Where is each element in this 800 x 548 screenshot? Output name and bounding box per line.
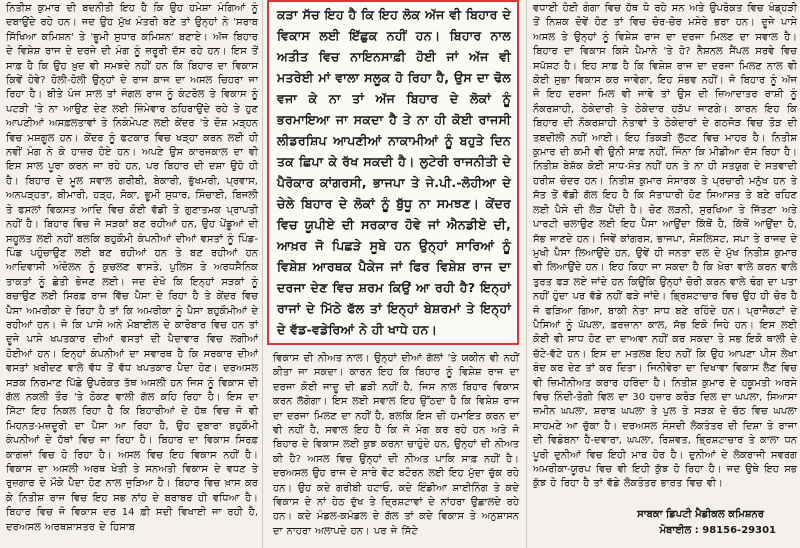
left-column (0, 0, 263, 548)
right-column (526, 0, 800, 548)
right-column-text: ਵਧਾਈ ਹੋਈ ਗੰਗਾ ਵਿਚ ਹੱਥ ਧੋ ਰਹੇ ਸਨ ਅਤੇ ਉਪਰੋਕਤ ਵਿਚ ਖੰਡ੍ਹੜੀ ਤੋਂ ਨਿਸ਼ਕ ਦੋਵੇਂ ਹੋਣ ਤਾਂ ਵਿਚ ਚੋਰ-ਚੋਰ ਮਸੇਰੇ ਭਰਾ ਹਨ। ਦੂਜੇ ਪਾਸੇ ਅਸਲ ਤੇ ਉਨ੍ਹਾਂ ਨੂੰ ਵਿਸ਼ੇਸ਼ ਰਾਜ ਦਾ ਦਰਜਾ ਮਿਲਣ ਦਾ ਸਵਾਲ ਹੈ। ਬਿਹਾਰ ਦਾ ਵਿਕਾਸ ਕਿਸੇ ਪੈਮਾਨੇ 'ਤੇ ਹੋ? ਨੈਸ਼ਨਲ ਸੈਂਪਲ ਸਰਵੇ ਵਿਚ ਸਪੱਸ਼ਟ ਹੈ। ਇਹ ਸਾਫ਼ ਹੈ ਕਿ ਵਿਸ਼ੇਸ਼ ਰਾਜ ਦਾ ਦਰਜਾ ਮਿਲਣ ਨਾਲ ਵੀ ਕੋਈ ਸੁਭਾ ਵਿਕਾਸ ਕਰ ਜਾਵੇਗਾ, ਇਹ ਸੰਭਵ ਨਹੀਂ। ਜੋ ਬਿਹਾਰ ਨੂੰ ਅੱਜ ਜੋ ਇਹ ਦਰਜਾ ਮਿਲ ਵੀ ਜਾਵੇ ਤਾਂ ਉਸ ਦੀ ਜ਼ਿਆਦਾਤਰ ਰਾਸ਼ੀ ਨੂੰ ਨੌਕਰਸ਼ਾਹੀ, ਠੇਕੇਦਾਰੀ ਤੇ ਠੇਕੇਦਾਰ ਹੜੱਪ ਜਾਣਗੇ। ਕਾਰਨ ਇਹ ਕਿ ਬਿਹਾਰ ਦੀ ਨੌਕਰਸ਼ਾਹੀ ਨੇਤਾਵਾਂ ਤੇ ਠੇਕੇਦਾਰਾਂ ਦੇ ਗਠਜੋੜ ਵਿਚ ਤੋੜ ਦੀ ਤਬਦੀਲੀ ਨਹੀਂ ਆਈ। ਇਹ ਤਿਕੜੀ ਲੁੱਟਣ ਵਿਚ ਮਾਹਰ ਹੈ। ਨਿਤੀਸ਼ ਕੁਮਾਰ ਦੀ ਕਮੀ ਵੀ ਉਨੀ ਸਾਫ਼ ਨਹੀਂ, ਜਿੰਨਾ ਕਿ ਮੀਡੀਆ ਦੱਸ ਰਿਹਾ ਹੈ। ਨਿਤੀਸ਼ ਬੇਸ਼ੱਕ ਕੋਈ ਸਾਧ-ਸੰਤ ਨਹੀਂ ਹਨ ਤੇ ਨਾ ਹੀ ਸਤਯੁਗ ਦੇ ਸਤਵਾਦੀ ਹਰੀਸ਼ ਚੰਦਰ ਹਨ। ਨਿਤੀਸ਼ ਕੁਮਾਰ ਸੰਸਾਰਕ ਤੇ ਪ੍ਰਚਾਰੀ ਮਨੁੱਖ ਹਨ ਤੇ ਸੱਤ ਤੋਂ ਵੱਡੀ ਗੱਲ ਇਹ ਹੈ ਕਿ ਸੱਤਾਧਾਰੀ ਹੋਣ ਸਿਆਸਤ ਤੇ ਬਣੇ ਰਹਿਣ ਲਈ ਪੈਸੇ ਦੀ ਲੋੜ ਪੈਂਦੀ ਹੈ। ਚੋਣ ਲੜਨੀ, ਸੁਰਖਿਆ ਤੇ ਜਿੱਤਣਾ ਅਤੇ ਪਾਰਟੀ ਚਲਾਉਣ ਲਈ ਇਹ ਪੈਸਾ ਆਉਂਦਾ ਕਿੱਥੋਂ ਹੈ, ਕਿੱਥੋਂ ਆਉਂਦਾ ਹੈ, ਸੱਭ ਜਾਣਦੇ ਹਨ। ਜਿਵੇਂ ਕਾਂਗਰਸ, ਭਾਜਪਾ, ਸੋਸ਼ਲਿਸਟ, ਸਪਾ ਤੇ ਰਾਜਦ ਦੇ ਮੁਖੀ ਪੈਸਾ ਲਿਆਉਂਦੇ ਹਨ, ਉਵੇਂ ਹੀ ਜਨਤਾ ਦਲ ਦੇ ਮੁੱਖ ਨਿਤੀਸ਼ ਕੁਮਾਰ ਵੀ ਲਿਆਉਂਦੇ ਹਨ। ਇਹ ਕਿਹਾ ਜਾ ਸਕਦਾ ਹੈ ਕਿ ਖ਼ੇਰਾ ਵਾਲੇ ਕਰਨ ਵਾਲੇ ਤੁਰਤ ਫੜ ਲਏ ਜਾਂਦੇ ਹਨ ਕਿਉਂਕਿ ਉਨ੍ਹਾਂ ਚੋਰੀ ਕਰਨ ਵਾਲੇ ਢੰਗ ਦਾ ਪਤਾ ਨਹੀਂ ਹੁੰਦਾ ਪਰ ਵੱਡੇ ਨਹੀਂ ਫੜੇ ਜਾਂਦੇ। ਭ੍ਰਿਸ਼ਟਾਚਾਰ ਵਿਚ ਉਹ ਹੀ ਚੋਰ ਹੈ ਜੋ ਫੜਿਆ ਗਿਆ, ਬਾਕੀ ਨੇਤਾ ਸਾਧ ਬਣੇ ਰਹਿੰਦੇ ਹਨ। ਪ੍ਰਾਜੈਕਟਾਂ ਦੇ ਪੈਸਿਆਂ ਨੂੰ ਘੱਪਲਾ, ਫ਼ਰਜ਼ਾਨਾ ਕਾਲ, ਸੱਭ ਇਕੋ ਜਿਹੇ ਹਨ। ਇਸ ਲਈ ਕੋਈ ਵੀ ਸਾਧ ਹੋਣ ਦਾ ਦਾਅਵਾ ਨਹੀਂ ਕਰ ਸਕਦਾ ਤੇ ਸਭ ਇਕੋ ਥਾਲੀ ਦੇ ਚੱਟੇ-ਵੱਟੇ ਹਨ। ਇਸ ਦਾ ਮਤਲਬ ਇਹ ਨਹੀਂ ਕਿ ਉਹ ਆਪਣਾ ਪੀਸ ਲੇਖਾ ਬੰਦ ਕਰ ਦੇਣ ਤਾਂ ਕਰ ਦਿਤਾ। ਜਿਨੀਵੇਰਾ ਦਾ ਦਿਖਾਵਾ ਵਿਕਾਸ ਲੈਣ ਵਿਚ ਵੀ ਜ਼ਿਮੀਨੀਅਤ ਕਰਾਰ ਹਰਿੰਦਾ ਹੈ। ਨਿਤੀਸ਼ ਕੁਮਾਰ ਦੇ ਹਕੂਮਤੀ ਅਰਸੇ ਵਿਚ ਨਿੰਦੀ-ਤੋਗੀ ਵਿਲ ਦਾ 30 ਹਜ਼ਾਰ ਕਰੋੜ ਦਿਲ ਦਾ ਘਪਲਾ, ਸਿਆਸਾ ਜ਼ਮੀਨ ਘਪਲਾ, ਸ਼ਰਾਬ ਘਪਲਾ ਤੇ ਪੁਲ ਤੇ ਸੜਕ ਦੇ ਚੱਠ ਵਿਚ ਘਪਲਾ ਸਾਹਮਣੇ ਆ ਚੁੱਕਾ ਹੈ। ਦਰਅਸਲ ਸੰਸਦੀ ਲੋਕਤੰਤਰ ਦੀ ਦਿਸ਼ਾ ਤੇ ਰਾਜਾ ਦੀ ਵਿਡੰਬਨਾ ਹੈ-ਦਵਾਰਾ, ਘਪਲਾ, ਰਿਸ਼ਵਤ, ਭ੍ਰਿਸ਼ਟਾਚਾਰ ਤੇ ਕਾਲਾ ਧਨ ਪੂਰੀ ਦੁਨੀਆਂ ਵਿਚ ਇਹੀ ਮਾਰ ਹੋਰ ਹੈ। ਦੁਨੀਆਂ ਦੇ ਲੋਕਰਾਜੀ ਸਵਰਗ ਅਮਰੀਕਾ-ਯੂਰਪ ਵਿਚ ਵੀ ਇਹੀ ਕੁੱਝ ਹੋ ਰਿਹਾ ਹੈ। ਜਦ ਉਥੇ ਇਹ ਸਭ ਕੁੱਝ ਹੋ ਰਿਹਾ ਹੈ ਤਾਂ ਵੱਡੇ ਲੋਕਤੰਤਰ ਭਾਰਤ ਵਿਚ ਵੀ। (533, 3, 797, 490)
pull-quote-text: ਕੜਾ ਸੱਚ ਇਹ ਹੈ ਕਿ ਇਹ ਲੋਕ ਅੱਜ ਵੀ ਬਿਹਾਰ ਦੇ ਵਿਕਾਸ ਲਈ ਇੱਛੁਕ ਨਹੀਂ ਹਨ। ਬਿਹਾਰ ਨਾਲ ਅਤੀਤ ਵਿਚ ਨਾਇਨਸਾਫ਼ੀ ਹੋਈ ਜਾਂ ਅੱਜ ਵੀ ਮਤਰੇਈ ਮਾਂ ਵਾਲਾ ਸਲੂਕ ਹੋ ਰਿਹਾ ਹੈ, ਉਸ ਦਾ ਢੋਲ ਵਜਾ ਕੇ ਨਾ ਤਾਂ ਅੱਜ ਬਿਹਾਰ ਦੇ ਲੋਕਾਂ ਨੂੰ ਭਰਮਾਇਆ ਜਾ ਸਕਦਾ ਹੈ ਤੇ ਨਾ ਹੀ ਕੋਈ ਰਾਜਸੀ ਲੀਡਰਸ਼ਿਪ ਆਪਣੀਆਂ ਨਾਕਾਮੀਆਂ ਨੂੰ ਬਹੁਤੇ ਦਿਨ ਤਕ ਛਿਪਾ ਕੇ ਰੱਖ ਸਕਦੀ ਹੈ। ਲੁਟੇਰੀ ਰਾਜਨੀਤੀ ਦੇ ਪੈਰੋਕਾਰ ਕਾਂਗਰਸੀ, ਭਾਜਪਾ ਤੇ ਜੇ.ਪੀ.-ਲੋਹੀਆ ਦੇ ਚੇਲੇ ਬਿਹਾਰ ਦੇ ਲੋਕਾਂ ਨੂੰ ਬੁੱਧੂ ਨਾ ਸਮਝਣ। ਕੇਂਦਰ ਵਿਚ ਯੂਪੀਏ ਦੀ ਸਰਕਾਰ ਹੋਵੇ ਜਾਂ ਐਨਡੀਏ ਦੀ, ਆਖ਼ਰ ਜੋ ਪਿਛੜੇ ਸੂਬੇ ਹਨ ਉਨ੍ਹਾਂ ਸਾਰਿਆਂ ਨੂੰ ਵਿਸ਼ੇਸ਼ ਆਰਥਕ ਪੈਕੇਜ ਜਾਂ ਫਿਰ ਵਿਸ਼ੇਸ਼ ਰਾਜ ਦਾ ਦਰਜਾ ਦੇਣ ਵਿਚ ਸ਼ਰਮ ਕਿਉਂ ਆ ਰਹੀ ਹੈ? ਇਨ੍ਹਾਂ ਰਾਜਾਂ ਦੇ ਮਿੱਠੇ ਫੱਲ ਤਾਂ ਇਨ੍ਹਾਂ ਬੇਸ਼ਰਮਾਂ ਤੇ ਇਨ੍ਹਾਂ ਦੇ ਵੱਡ-ਵਡੇਰਿਆਂ ਨੇ ਹੀ ਖਾਧੇ ਹਨ। (277, 7, 511, 337)
author-phone: ਮੋਬਾਈਲ : 98156-29301 (659, 525, 776, 536)
right-column-body (527, 0, 800, 500)
pull-quote-box (267, 0, 519, 345)
author-designation: ਸਾਬਕਾ ਡਿਪਟੀ ਮੈਡੀਕਲ ਕਮਿਸ਼ਨਰ (637, 509, 764, 520)
left-column-text: ਨਿਤੀਸ਼ ਕੁਮਾਰ ਦੀ ਬਦਨੀਤੀ ਇਹ ਹੈ ਕਿ ਉਹ ਹਮੇਸ਼ਾ ਮੰਗਿਆਂ ਨੂੰ ਦਬਾਉਂਦੇ ਰਹੇ ਹਨ। ਜਦ ਉਹ ਮੁੱਖ ਮੰਤਰੀ ਬਣੇ ਤਾਂ ਉਨ੍ਹਾਂ ਨੇ 'ਸਰਾਬ ਸਿੱਖਿਆ ਕਮਿਸ਼ਨ' ਤੇ 'ਭੂਮੀ ਸੁਧਾਰ ਕਮਿਸ਼ਨ' ਬਣਾਏ। ਅੱਜ ਬਿਹਾਰ ਦੇ ਵਿਸ਼ੇਸ਼ ਰਾਜ ਦੇ ਦਰਜੇ ਦੀ ਮੰਗ ਨੂੰ ਜ਼ਰੂਰੀ ਦੱਸ ਰਹੇ ਹਨ। ਇਸ ਤੋਂ ਸਾਫ਼ ਹੈ ਕਿ ਉਹ ਖ਼ੁਦ ਵੀ ਸਮਝਦੇ ਨਹੀਂ ਹਨ ਕਿ ਬਿਹਾਰ ਦਾ ਵਿਕਾਸ ਕਿਵੇਂ ਹੋਵੇ? ਹੋਲੀ-ਹੋਲੀ ਉਨ੍ਹਾਂ ਦੇ ਰਾਜ ਕਾਜ ਦਾ ਅਸਲ ਚਿਹਰਾ ਜਾ ਰਿਹਾ ਹੈ। ਬੀਤੇ ਪੰਜ ਸਾਲ ਤਾਂ ਜੰਗਲ ਰਾਜ ਨੂੰ ਕੰਟਰੋਲ ਤੇ ਵਿਕਾਸ ਨੂੰ ਪਟੜੀ 'ਤੇ ਨਾ ਆਉਣ ਦੇਣ ਲਈ ਜ਼ਿੰਮੇਵਾਰ ਠਹਿਰਾਉਂਦੇ ਰਹੇ ਤੇ ਹੁਣ ਆਪਣੀਆਂ ਅਸਫ਼ਲਤਾਵਾਂ ਤੇ ਨਿਕੰਮੇਪਣ ਲਈ ਕੇਂਦਰ 'ਤੇ ਦੋਸ਼ ਮੜ੍ਹਨ ਵਿਚ ਮਸ਼ਗੂਲ ਹਨ। ਕੇਂਦਰ ਨੂੰ ਫਟਕਾਰ ਵਿਚ ਖੜ੍ਹਾ ਕਰਨ ਲਈ ਹੀ ਨਵੀਂ ਮੰਗ ਨੇ ਕੇ ਹਾਜ਼ਰ ਹੋਏ ਹਨ। ਅਪਣੇ ਉਸ ਕਾਰਜਕਾਲ ਦਾ ਵੀ ਇਸ ਸਾਲ ਪੂਰਾ ਕਰਨ ਜਾ ਰਹੇ ਹਨ, ਪਰ ਬਿਹਾਰ ਦੀ ਦਸ਼ਾ ਉਹੋ ਹੀ ਹੈ। ਬਿਹਾਰ ਦੇ ਮੂਲ ਸਵਾਲ ਗਰੀਬੀ, ਬੇਕਾਰੀ, ਭੁੱਖਮਰੀ, ਪ੍ਰਵਾਸ, ਅਨਪੜ੍ਹਤਾ, ਬੀਮਾਰੀ, ਹੜ੍ਹ, ਸੋਕਾ, ਭੂਮੀ ਸੁਧਾਰ, ਸਿੰਚਾਈ, ਬਿਜਲੀ ਤੇ ਫਸਲਾਂ ਵਿਕਸਤ ਆਦਿ ਵਿਚ ਕੋਈ ਵੱਡੀ ਤੇ ਗੁਣਾਤਮਕ ਪ੍ਰਾਪਤੀ ਨਹੀਂ ਹੈ। ਬਿਹਾਰ ਵਿਚ ਜੋ ਸੜਕਾਂ ਬਣ ਰਹੀਆਂ ਹਨ, ਉਹ ਪੇਂਡੂਆਂ ਦੀ ਸਹੂਲਤ ਲਈ ਨਹੀਂ ਬਲਕਿ ਬਹੁਕੌਮੀ ਕੰਪਨੀਆਂ ਦੀਆਂ ਵਸਤਾਂ ਨੂੰ ਪਿੰਡ-ਪਿੰਡ ਪਹੁੰਚਾਉਣ ਲਈ ਬਣ ਰਹੀਆਂ ਹਨ ਤੇ ਬਣ ਰਹੀਆਂ ਹਨ ਆਦਿਵਾਸੀ ਅੰਦੋਲਨ ਨੂੰ ਕੁਚਲਣ ਵਾਸਤੇ, ਪੁਲਿਸ ਤੇ ਅਰਧਸੈਨਿਕ ਤਾਕਤਾਂ ਨੂੰ ਛੇਤੀ ਭੇਜਣ ਲਈ। ਜਦ ਦੇਖੋ ਕਿ ਇਨ੍ਹਾਂ ਸੜਕਾਂ ਨੂੰ ਬਚਾਉਣ ਲਈ ਸਿਰਫ਼ ਰਾਜ ਵਿੱਚ ਪੈਸਾ ਦੇ ਰਿਹਾ ਹੈ ਤੇ ਕੇਂਦਰ ਵਿਚ ਪੈਸਾ ਅਮਰੀਕਾ ਦੇ ਰਿਹਾ ਹੈ ਤਾਂ ਕਿ ਅਮਰੀਕਾ ਨੂੰ ਪੈਸਾ ਬਹੁਕੌਮੀਆਂ ਦੇ ਰਹੀਆਂ ਹਨ। ਜੋ ਕਿ ਪਾਸੇ ਅਨੇ ਮੋਬਾਈਲ ਦੇ ਕਾਰੋਬਾਰ ਵਿਚ ਹਨ ਤਾਂ ਦੂਜੇ ਪਾਸੇ ਖਪਤਕਾਰ ਦੀਆਂ ਵਸਤਾਂ ਦੀ ਪੈਦਾਵਾਰ ਵਿਚ ਲਗੀਆਂ ਹੋਈਆਂ ਹਨ। ਇਨ੍ਹਾਂ ਕੰਪਨੀਆਂ ਦਾ ਸਵਾਰਥ ਹੈ ਕਿ ਸਰਕਾਰ ਦੀਆਂ ਵਸਤਾਂ ਖ਼ਰੀਦਣ ਵਾਲੇ ਵੱਧ ਤੋਂ ਵੱਧ ਖਪਤਕਾਰ ਪੈਦਾ ਹੋਣ। ਦਰਅਸਲ ਸੜਕ ਨਿਰਮਾਣ ਪਿੱਛੇ ਉਪਰੋਕਤ ਤੱਥ ਅਸਲੀ ਹਨ ਜਿਸ ਨੂੰ ਵਿਕਾਸ ਦੀ ਗੱਲ ਨਕਲੀ ਤੌਰ 'ਤੇ ਠੋਕਣ ਵਾਲੀ ਗੱਲ ਕਹਿ ਰਿਹਾ ਹੈ। ਇਸ ਦਾ ਸਿੱਟਾ ਇਹ ਨਿਕਲ ਰਿਹਾ ਹੈ ਕਿ ਬਿਹਾਰੀਆਂ ਦੇ ਹੱਥ ਵਿਚ ਜੋ ਵੀ ਮਿਹਨਤ-ਮਜ਼ਦੂਰੀ ਦਾ ਪੈਸਾ ਆ ਰਿਹਾ ਹੈ, ਉਹ ਦੁਬਾਰਾ ਬਹੁਕੌਮੀ ਕੰਪਨੀਆਂ ਦੇ ਹੱਥਾਂ ਵਿਚ ਜਾ ਰਿਹਾ ਹੈ। ਬਿਹਾਰ ਦਾ ਵਿਕਾਸ ਸਿਰਫ਼ ਕਾਗਜ਼ਾਂ ਵਿਚ ਹੋ ਰਿਹਾ ਹੈ। ਅਸਲ ਵਿਚ ਇਹ ਵਿਕਾਸ ਨਹੀਂ ਹੈ। ਵਿਕਾਸ ਦਾ ਅਸਲੀ ਅਰਥ ਖੇਤੀ ਤੇ ਸਨਅਤੀ ਵਿਕਾਸ ਦੇ ਵਧਣ ਤੇ ਰੁਜ਼ਗਾਰ ਦੇ ਮੌਕੇ ਪੈਦਾ ਹੋਣ ਨਾਲ ਜੁੜਿਆ ਹੈ। ਬਿਹਾਰ ਵਿਚ ਖ਼ਾਸ ਕਰ ਕੇ ਨਿਤੀਸ਼ ਰਾਜ ਵਿਚ ਇਹ ਸਭ ਨਾਂਹ ਦੇ ਬਰਾਬਰ ਹੀ ਵਧਿਆ ਹੈ। ਬਿਹਾਰ ਵਿਚ ਜੋ ਵਿਕਾਸ ਦਰ 14 ਫ਼ੀ ਸਦੀ ਵਿਖਾਈ ਜਾ ਰਹੀ ਹੈ, ਦਰਅਸਲ ਅਰਥਸ਼ਾਸਤਰ ਦੇ ਹਿਸਾਬ (6, 3, 258, 533)
middle-column-text: ਵਿਕਾਸ ਦੀ ਨੀਅਤ ਨਾਲ। ਉਨ੍ਹਾਂ ਦੀਆਂ ਗੱਲਾਂ 'ਤੇ ਯਕੀਨ ਵੀ ਨਹੀਂ ਕੀਤਾ ਜਾ ਸਕਦਾ। ਕਾਰਨ ਇਹ ਕਿ ਬਿਹਾਰ ਨੂੰ ਵਿਸ਼ੇਸ਼ ਰਾਜ ਦਾ ਦਰਜਾ ਕੋਈ ਜਾਦੂ ਦੀ ਛੜੀ ਨਹੀਂ ਹੈ, ਜਿਸ ਨਾਲ ਬਿਹਾਰ ਵਿਕਾਸ ਕਰਨ ਲੱਗੇਗਾ। ਇਸ ਲਈ ਸਵਾਲ ਇਹ ਉੱਠਦਾ ਹੈ ਕਿ ਵਿਸ਼ੇਸ਼ ਰਾਜ ਦਾ ਦਰਜਾ ਮਿਲਣ ਦਾ ਨਹੀਂ ਹੈ, ਬਲਕਿ ਇਸ ਦੀ ਹਮਾਇਤ ਕਰਨ ਦਾ ਵੀ ਨਹੀਂ ਹੈ, ਸਵਾਲ ਇਹ ਹੈ ਕਿ ਜੋ ਮੰਗ ਕਰ ਰਹੇ ਹਨ ਅਤੇ ਜੋ ਬਿਹਾਰ ਦੇ ਵਿਕਾਸ ਲਈ ਕੁਝ ਕਰਨਾ ਚਾਹੁੰਦੇ ਹਨ, ਉਨ੍ਹਾਂ ਦੀ ਨੀਅਤ ਕੀ ਹੈ? ਅਸਲ ਵਿਚ ਉਨ੍ਹਾਂ ਦੀ ਨੀਅਤ ਪਾਕਿ ਸਾਫ਼ ਨਹੀਂ ਹੈ। ਦਰਅਸਲ ਉਹ ਰਾਜ ਦੇ ਸਾਰੇ ਵੋਟ ਬਟੋਰਨ ਲਈ ਇਹ ਮੁੱਦਾ ਚੁੱਕ ਰਹੇ ਹਨ। ਉਹ ਕਦੇ ਗਰੀਬੀ ਹਟਾਓ, ਕਦੇ ਇੰਡੀਆ ਸ਼ਾਈਨਿੰਗ ਤੇ ਕਦੇ ਵਿਕਾਸ ਦੇ ਨਾਂ ਹੇਠ ਦੁੱਖ ਤੇ ਦ੍ਰਿਸ਼ਟਾਵਾਂ ਦੇ ਨਾਂਹਰਾ ਉਛਾਲਦੇ ਰਹੇ ਹਨ। ਕਦੇ ਮੰਡਲ-ਕਮੰਡਲ ਦੇ ਗੱਲ ਤਾਂ ਕਦੇ ਵਿਕਾਸ ਤੇ ਅਨੁਸ਼ਾਸਨ ਦਾ ਨਾਹਰਾ ਅਲਾਪਦੇ ਹਨ। ਪਰ ਜੇ ਸਿੱਟੇ (273, 353, 519, 537)
middle-column-lower (267, 350, 523, 548)
